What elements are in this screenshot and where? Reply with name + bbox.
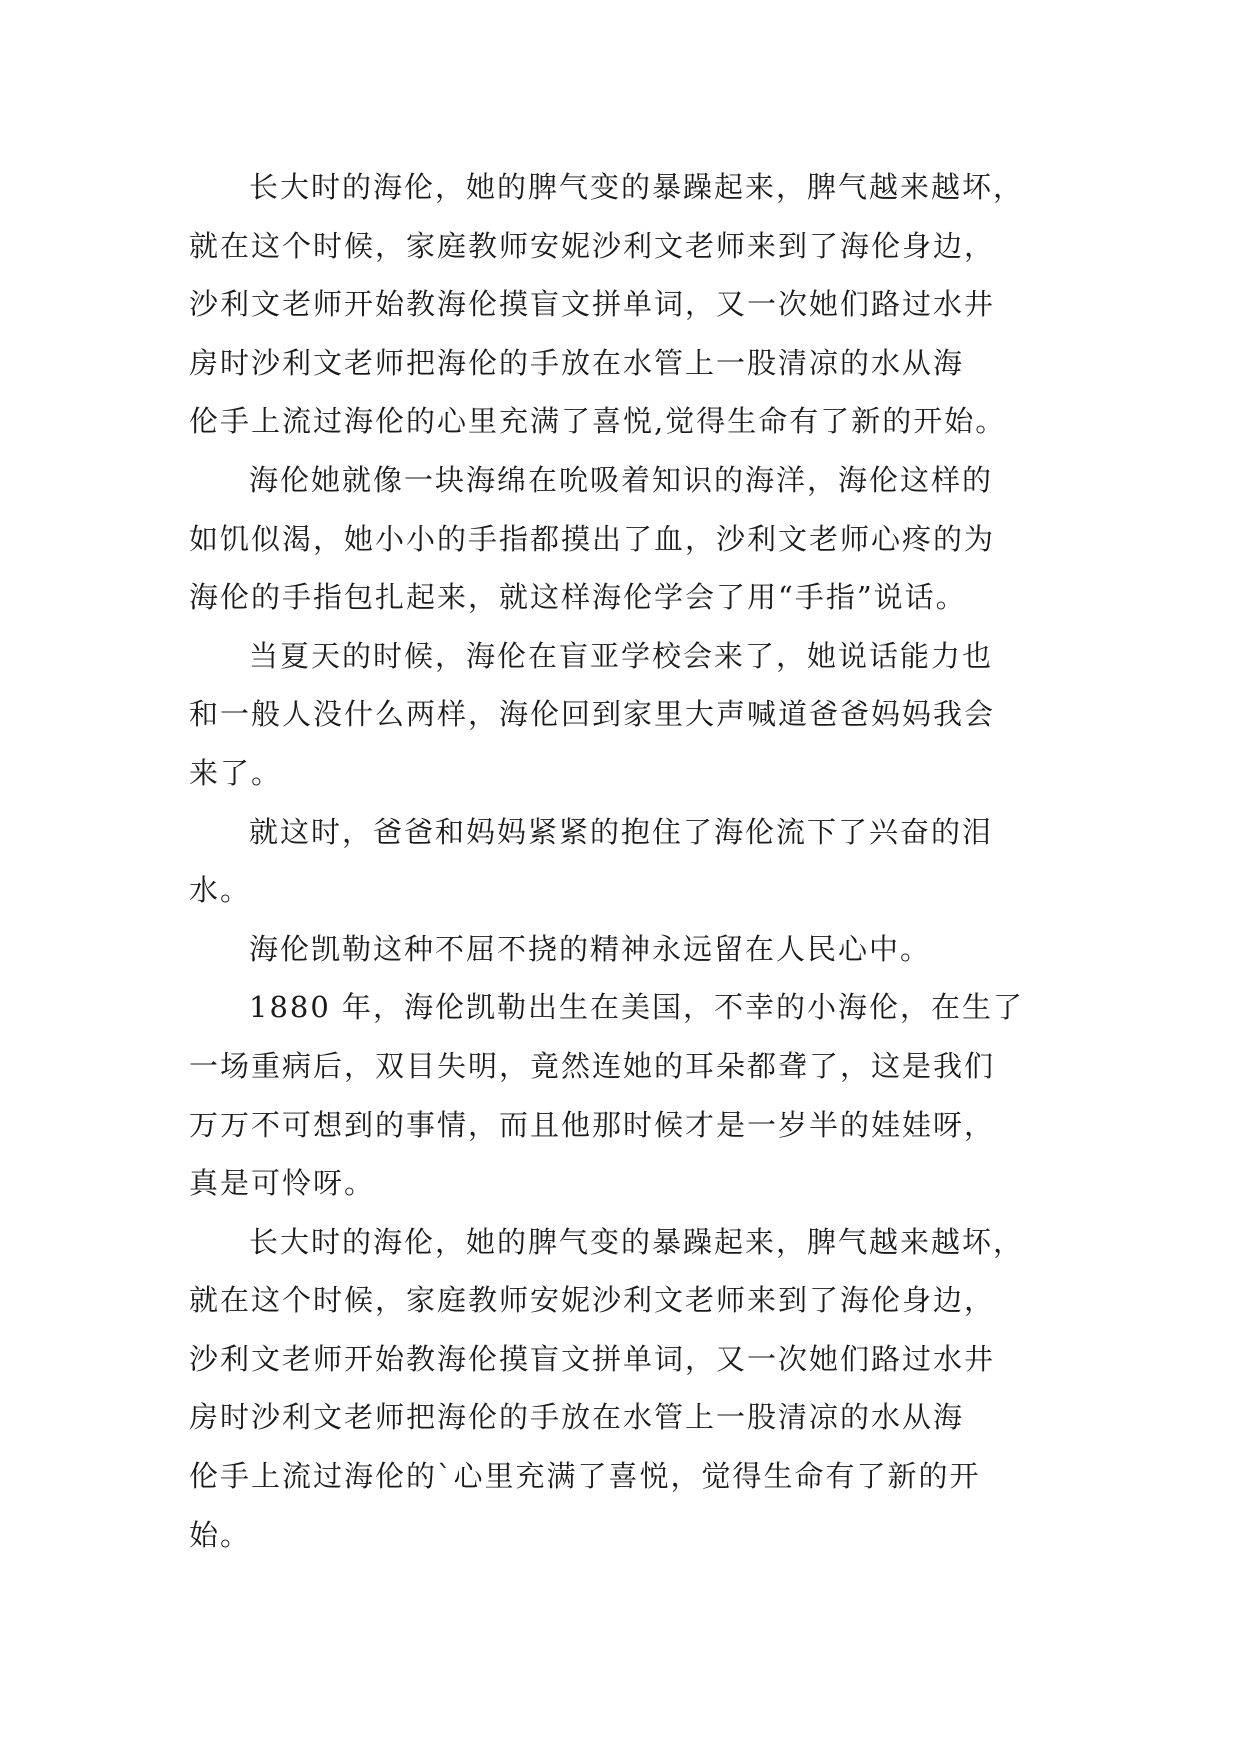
paragraph-1 [189,158,1069,451]
text-line: 长大时的海伦，她的脾气变的暴躁起来，脾气越来越坏， [249,170,1025,204]
text-line: 当夏天的时候，海伦在盲亚学校会来了，她说话能力也 [249,638,994,673]
text-line: 海伦她就像一块海绵在吮吸着知识的海洋，海伦这样的 [249,462,994,497]
text-line: 如饥似渴，她小小的手指都摸出了血，沙利文老师心疼的为 [189,521,996,556]
paragraph-3 [189,627,1069,803]
text-line: 和一般人没什么两样，海伦回到家里大声喊道爸爸妈妈我会 [189,697,996,732]
paragraph-7 [189,1213,1069,1565]
paragraph-4 [189,803,1069,920]
text-line: 沙利文老师开始教海伦摸盲文拼单词，又一次她们路过水井 [189,287,996,322]
text-line: 真是可怜呀。 [189,1166,376,1201]
text-line: 房时沙利文老师把海伦的手放在水管上一股清凉的水从海 [189,1400,965,1435]
text-line: 沙利文老师开始教海伦摸盲文拼单词，又一次她们路过水井 [189,1341,996,1376]
paragraph-5 [189,920,1069,979]
text-line: 长大时的海伦，她的脾气变的暴躁起来，脾气越来越坏， [249,1224,1025,1259]
paragraph-2 [189,451,1069,627]
text-line: 海伦的手指包扎起来，就这样海伦学会了用“手指”说话。 [189,580,967,615]
text-line: 始。 [189,1517,252,1552]
text-line: 海伦凯勒这种不屈不挠的精神永远留在人民心中。 [249,931,932,966]
text-line: 水。 [189,873,252,908]
document-page [189,158,1069,1564]
paragraph-6 [189,978,1069,1212]
text-line: 万万不可想到的事情，而且他那时候才是一岁半的娃娃呀， [189,1107,996,1142]
text-line: 伦手上流过海伦的心里充满了喜悦,觉得生命有了新的开始。 [189,404,1007,439]
text-line: 就这时，爸爸和妈妈紧紧的抱住了海伦流下了兴奋的泪 [249,814,994,849]
text-line: 就在这个时候，家庭教师安妮沙利文老师来到了海伦身边， [189,1283,996,1318]
text-line: 1880 年，海伦凯勒出生在美国，不幸的小海伦，在生了 [249,990,1025,1025]
text-line: 来了。 [189,755,283,790]
text-line: 就在这个时候，家庭教师安妮沙利文老师来到了海伦身边， [189,228,996,263]
text-line: 一场重病后，双目失明，竟然连她的耳朵都聋了，这是我们 [189,1048,996,1083]
text-line: 伦手上流过海伦的`心里充满了喜悦，觉得生命有了新的开 [189,1459,981,1494]
text-line: 房时沙利文老师把海伦的手放在水管上一股清凉的水从海 [189,345,965,380]
